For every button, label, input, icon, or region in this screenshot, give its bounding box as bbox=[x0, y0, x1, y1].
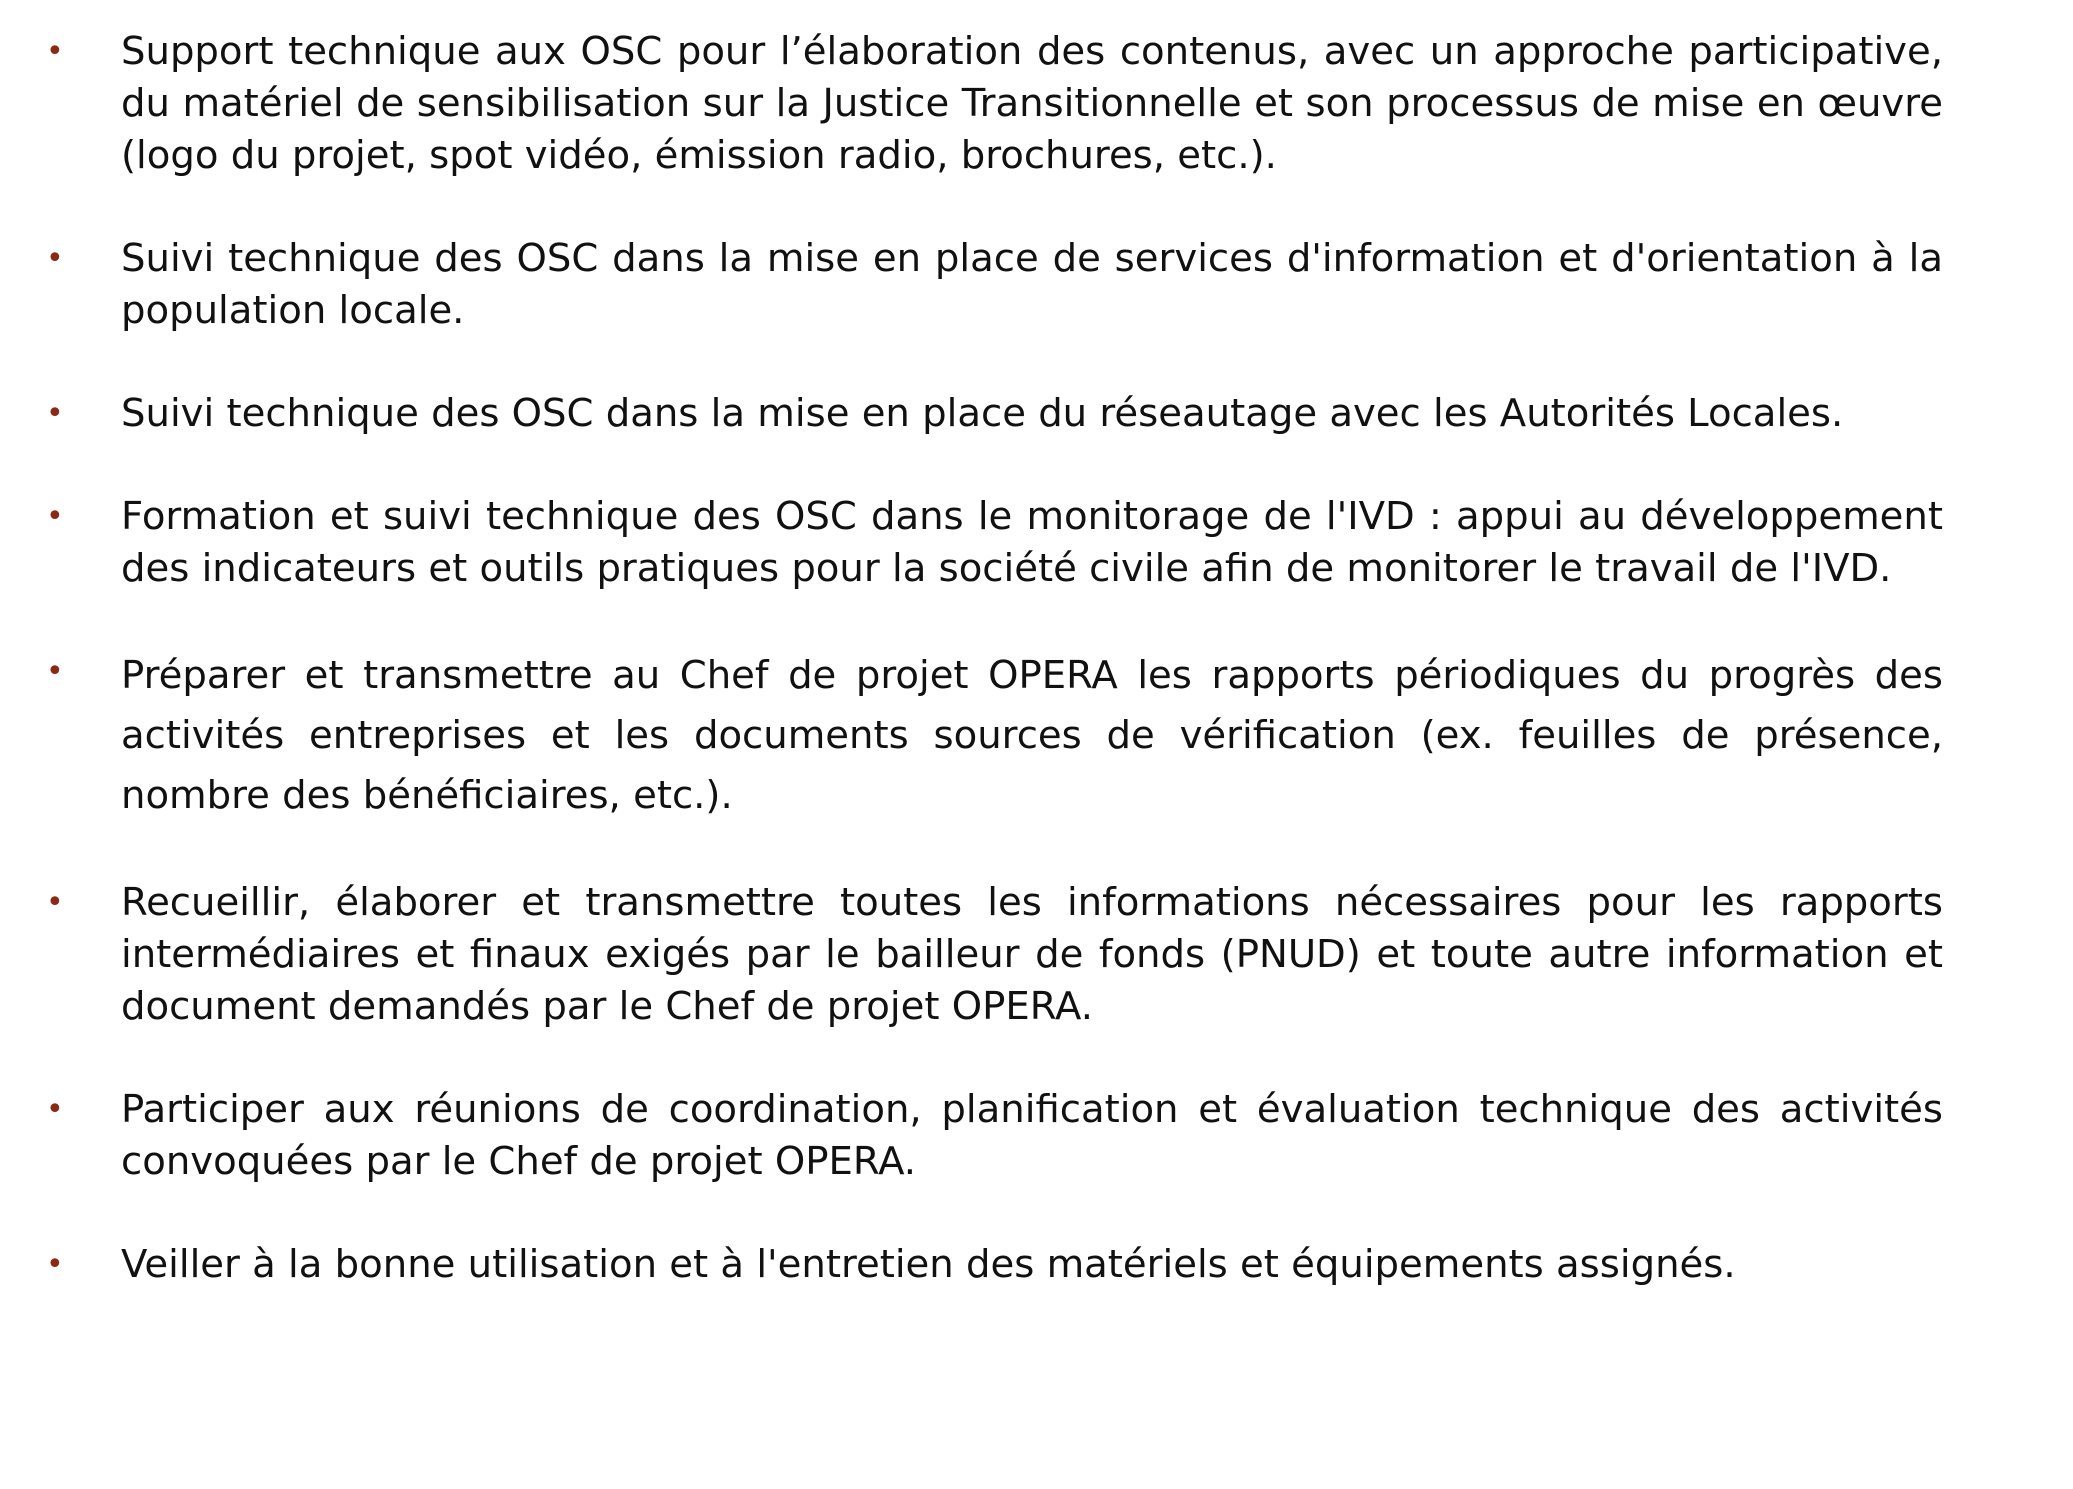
list-item-text: Participer aux réunions de coordination, planification et évaluation technique des activités convoquées par le Chef de projet OPERA. bbox=[121, 1087, 1943, 1184]
bullet-icon: • bbox=[46, 885, 64, 920]
bullet-icon: • bbox=[46, 654, 64, 689]
task-bullet-list bbox=[0, 26, 2073, 1291]
list-item bbox=[0, 877, 2073, 1033]
list-item-text: Suivi technique des OSC dans la mise en place du réseautage avec les Autorités Locales. bbox=[121, 391, 1844, 436]
list-item-text: Formation et suivi technique des OSC dans le monitorage de l'IVD : appui au développement des indicateurs et outils pratiques pour la société civile afin de monitorer le travail de l'IVD. bbox=[121, 494, 1943, 591]
bullet-icon: • bbox=[46, 1092, 64, 1127]
list-item bbox=[0, 26, 2073, 182]
list-item bbox=[0, 491, 2073, 595]
bullet-icon: • bbox=[46, 34, 64, 69]
list-item-text: Préparer et transmettre au Chef de projet OPERA les rapports périodiques du progrès des activités entreprises et les documents sources de vérification (ex. feuilles de présence, nombre des bénéficiaires, etc.). bbox=[121, 653, 1943, 818]
list-item-text: Recueillir, élaborer et transmettre toutes les informations nécessaires pour les rapports intermédiaires et finaux exigés par le bailleur de fonds (PNUD) et toute autre information et document demandés par le Chef de projet OPERA. bbox=[121, 880, 1943, 1029]
list-item bbox=[0, 1239, 2073, 1291]
list-item-text: Suivi technique des OSC dans la mise en place de services d'information et d'orientation à la population locale. bbox=[121, 236, 1943, 333]
list-item bbox=[0, 233, 2073, 337]
list-item bbox=[0, 646, 2073, 826]
list-item-text: Veiller à la bonne utilisation et à l'entretien des matériels et équipements assignés. bbox=[121, 1242, 1736, 1287]
bullet-icon: • bbox=[46, 1247, 64, 1282]
list-item bbox=[0, 1084, 2073, 1188]
list-item bbox=[0, 388, 2073, 440]
bullet-icon: • bbox=[46, 241, 64, 276]
list-item-text: Support technique aux OSC pour l’élaboration des contenus, avec un approche participative, du matériel de sensibilisation sur la Justice Transitionnelle et son processus de mise en œuvre (logo du projet, spot vidéo, émission radio, brochures, etc.). bbox=[121, 29, 1943, 178]
bullet-icon: • bbox=[46, 499, 64, 534]
bullet-icon: • bbox=[46, 396, 64, 431]
